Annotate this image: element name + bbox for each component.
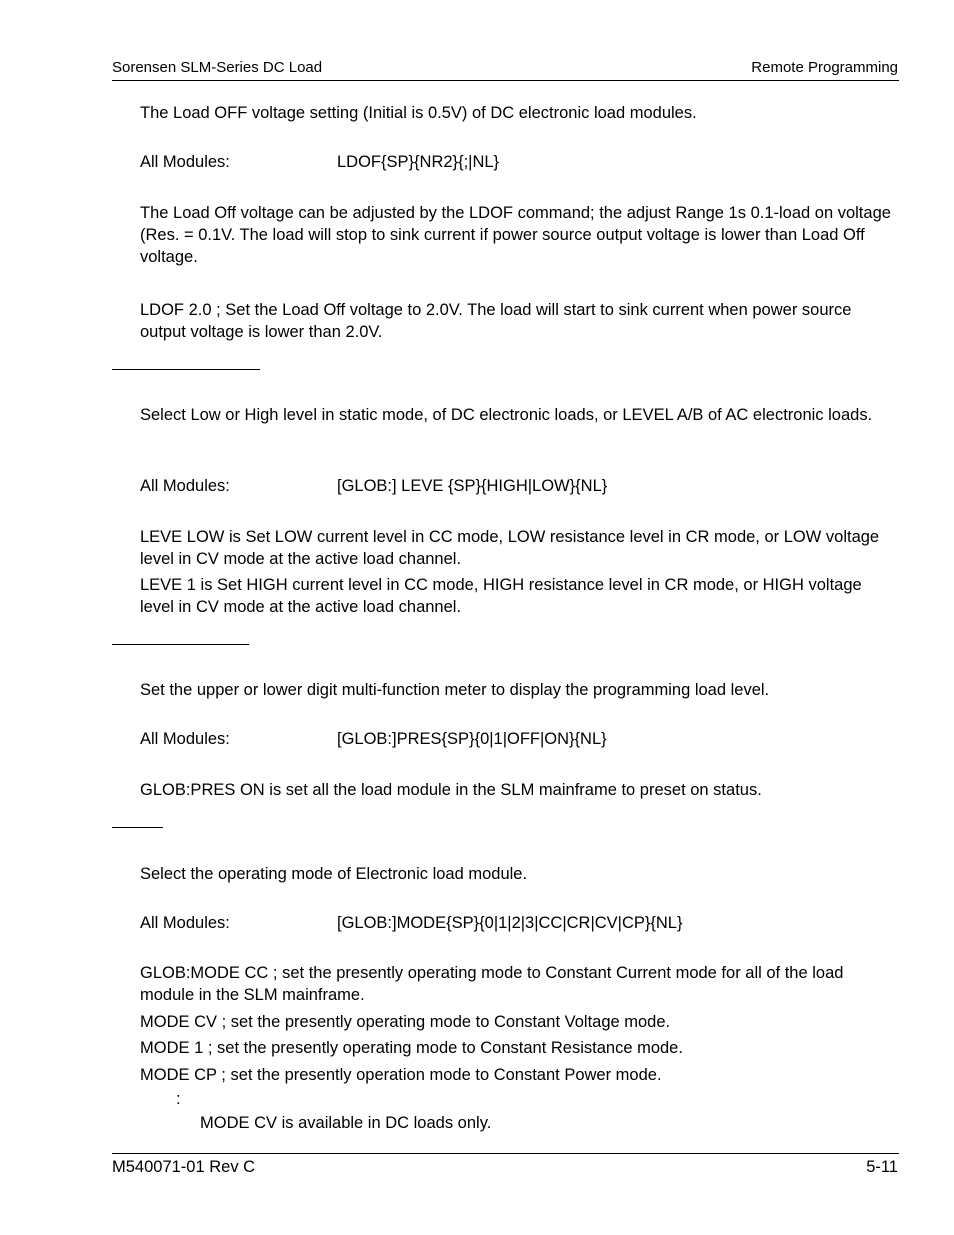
header-title: Sorensen SLM-Series DC Load xyxy=(112,59,323,76)
footer-rule xyxy=(112,1153,899,1154)
mode-example-cr: MODE 1 ; set the presently operating mode to Constant Resistance mode. xyxy=(140,1039,683,1057)
header-rule xyxy=(112,80,899,81)
mode-note-marker: : xyxy=(176,1090,181,1108)
mode-syntax: [GLOB:]MODE{SP}{0|1|2|3|CC|CR|CV|CP}{NL} xyxy=(337,914,683,932)
leve-example-low: LEVE LOW is Set LOW current level in CC mode, LOW resistance level in CR mode, or LOW voltage level in CV mode at the active load channel. xyxy=(140,528,880,568)
section-rule-pres xyxy=(112,644,249,645)
leve-syntax: [GLOB:] LEVE {SP}{HIGH|LOW}{NL} xyxy=(337,477,608,495)
pres-syntax-label: All Modules: xyxy=(140,730,230,748)
mode-example-cv: MODE CV ; set the presently operating mode to Constant Voltage mode. xyxy=(140,1013,671,1031)
pres-syntax: [GLOB:]PRES{SP}{0|1|OFF|ON}{NL} xyxy=(337,730,607,748)
section-rule-mode xyxy=(112,827,163,828)
pres-description: Set the upper or lower digit multi-function meter to display the programming load level. xyxy=(140,681,770,699)
mode-note: MODE CV is available in DC loads only. xyxy=(200,1114,492,1132)
pres-example: GLOB:PRES ON is set all the load module in the SLM mainframe to preset on status. xyxy=(140,781,762,799)
section-rule-leve xyxy=(112,369,260,370)
mode-example-cc: GLOB:MODE CC ; set the presently operating mode to Constant Current mode for all of the load module in the SLM mainframe. xyxy=(140,964,844,1004)
ldof-description: The Load OFF voltage setting (Initial is 0.5V) of DC electronic load modules. xyxy=(140,104,697,122)
footer-doc-id: M540071-01 Rev C xyxy=(112,1158,256,1176)
leve-syntax-label: All Modules: xyxy=(140,477,230,495)
ldof-syntax-label: All Modules: xyxy=(140,153,230,171)
ldof-syntax: LDOF{SP}{NR2}{;|NL} xyxy=(337,153,500,171)
page-number: 5-11 xyxy=(866,1158,898,1176)
header-section: Remote Programming xyxy=(751,59,898,76)
mode-syntax-label: All Modules: xyxy=(140,914,230,932)
ldof-example: LDOF 2.0 ; Set the Load Off voltage to 2.0V. The load will start to sink current when power source output voltage is lower than 2.0V. xyxy=(140,301,852,341)
mode-description: Select the operating mode of Electronic load module. xyxy=(140,865,528,883)
leve-description: Select Low or High level in static mode, of DC electronic loads, or LEVEL A/B of AC electronic loads. xyxy=(140,406,873,424)
leve-example-high: LEVE 1 is Set HIGH current level in CC mode, HIGH resistance level in CR mode, or HIGH voltage level in CV mode at the active load channel. xyxy=(140,576,862,616)
ldof-notes: The Load Off voltage can be adjusted by the LDOF command; the adjust Range 1s 0.1-load on voltage (Res. = 0.1V. The load will stop to sink current if power source output voltage is lower than Load Off voltage. xyxy=(140,204,891,266)
mode-example-cp: MODE CP ; set the presently operation mode to Constant Power mode. xyxy=(140,1066,662,1084)
